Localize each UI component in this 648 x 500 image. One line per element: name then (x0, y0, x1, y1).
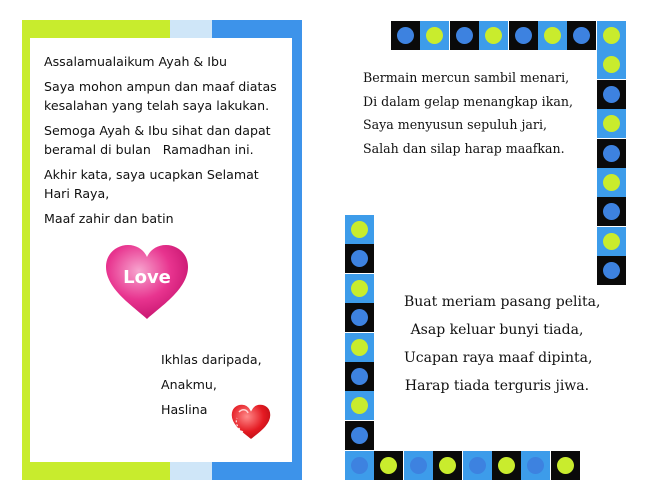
closing-line: Ikhlas daripada, (161, 352, 262, 367)
signature-name: Haslina (161, 402, 208, 417)
border-tile (597, 21, 626, 50)
border-dot (351, 368, 368, 385)
border-dot (603, 145, 620, 162)
border-tile (521, 451, 550, 480)
border-tile (345, 421, 374, 450)
border-tile (479, 21, 508, 50)
border-dot (426, 27, 443, 44)
border-tile (345, 451, 374, 480)
border-tile (597, 50, 626, 79)
border-dot (469, 457, 486, 474)
border-tile (345, 362, 374, 391)
border-tile (404, 451, 433, 480)
border-dot (351, 309, 368, 326)
border-dot (603, 86, 620, 103)
border-tile (420, 21, 449, 50)
border-dot (485, 27, 502, 44)
border-tile (597, 256, 626, 285)
border-tile (345, 333, 374, 362)
border-dot (351, 457, 368, 474)
poem-line: Harap tiada terguris jiwa. (404, 378, 590, 394)
poem-line: Di dalam gelap menangkap ikan, (363, 93, 573, 109)
border-tile (567, 21, 596, 50)
letter-paragraph: Semoga Ayah & Ibu sihat dan dapat beramal di bulan Ramadhan ini. (44, 123, 275, 157)
border-dot (544, 27, 561, 44)
border-tile (597, 168, 626, 197)
poem-line: Bermain mercun sambil menari, (363, 70, 570, 85)
poem-line: Ucapan raya maaf dipinta, (404, 350, 593, 366)
letter-greeting: Assalamualaikum Ayah & Ibu (44, 54, 227, 69)
border-tile (551, 451, 580, 480)
border-dot (439, 457, 456, 474)
letter-paragraph: Maaf zahir dan batin (44, 211, 174, 226)
border-dot (397, 27, 414, 44)
border-tile (345, 391, 374, 420)
border-tile (345, 215, 374, 244)
border-tile (597, 80, 626, 109)
border-dot (603, 174, 620, 191)
border-dot (351, 339, 368, 356)
border-tile (597, 139, 626, 168)
border-dot (351, 221, 368, 238)
heart-love-label: Love (123, 267, 171, 288)
border-tile (509, 21, 538, 50)
border-tile (391, 21, 420, 50)
letter-paragraph: Akhir kata, saya ucapkan Selamat Hari Raya, (44, 167, 259, 201)
border-tile (463, 451, 492, 480)
letter-body (44, 52, 284, 234)
border-tile (597, 109, 626, 138)
border-dot (351, 427, 368, 444)
poem-line: Salah dan silap harap maafkan. (363, 140, 565, 156)
border-dot (410, 457, 427, 474)
border-dot (380, 457, 397, 474)
poem-top (363, 66, 573, 160)
border-dot (351, 397, 368, 414)
border-tile (492, 451, 521, 480)
border-dot (456, 27, 473, 44)
border-dot (603, 115, 620, 132)
border-tile (345, 244, 374, 273)
border-dot (573, 27, 590, 44)
border-dot (603, 203, 620, 220)
border-dot (515, 27, 532, 44)
border-dot (603, 262, 620, 279)
poem-bottom (404, 288, 601, 400)
border-tile (345, 303, 374, 332)
border-dot (603, 233, 620, 250)
letter-paragraph: Saya mohon ampun dan maaf diatas kesalahan yang telah saya lakukan. (44, 79, 277, 113)
border-tile (597, 227, 626, 256)
love-heart-icon (104, 243, 190, 321)
border-tile (374, 451, 403, 480)
poem-line: Saya menyusun sepuluh jari, (363, 117, 547, 132)
border-tile (433, 451, 462, 480)
border-tile (345, 274, 374, 303)
border-dot (557, 457, 574, 474)
border-dot (527, 457, 544, 474)
poem-line: Asap keluar bunyi tiada, (410, 322, 584, 338)
border-tile (597, 197, 626, 226)
small-heart-icon (229, 402, 273, 442)
border-tile (538, 21, 567, 50)
border-dot (603, 27, 620, 44)
border-dot (351, 280, 368, 297)
poem-line: Buat meriam pasang pelita, (404, 294, 601, 310)
relation-line: Anakmu, (161, 377, 217, 392)
border-tile (450, 21, 479, 50)
border-dot (498, 457, 515, 474)
border-dot (351, 250, 368, 267)
border-dot (603, 56, 620, 73)
